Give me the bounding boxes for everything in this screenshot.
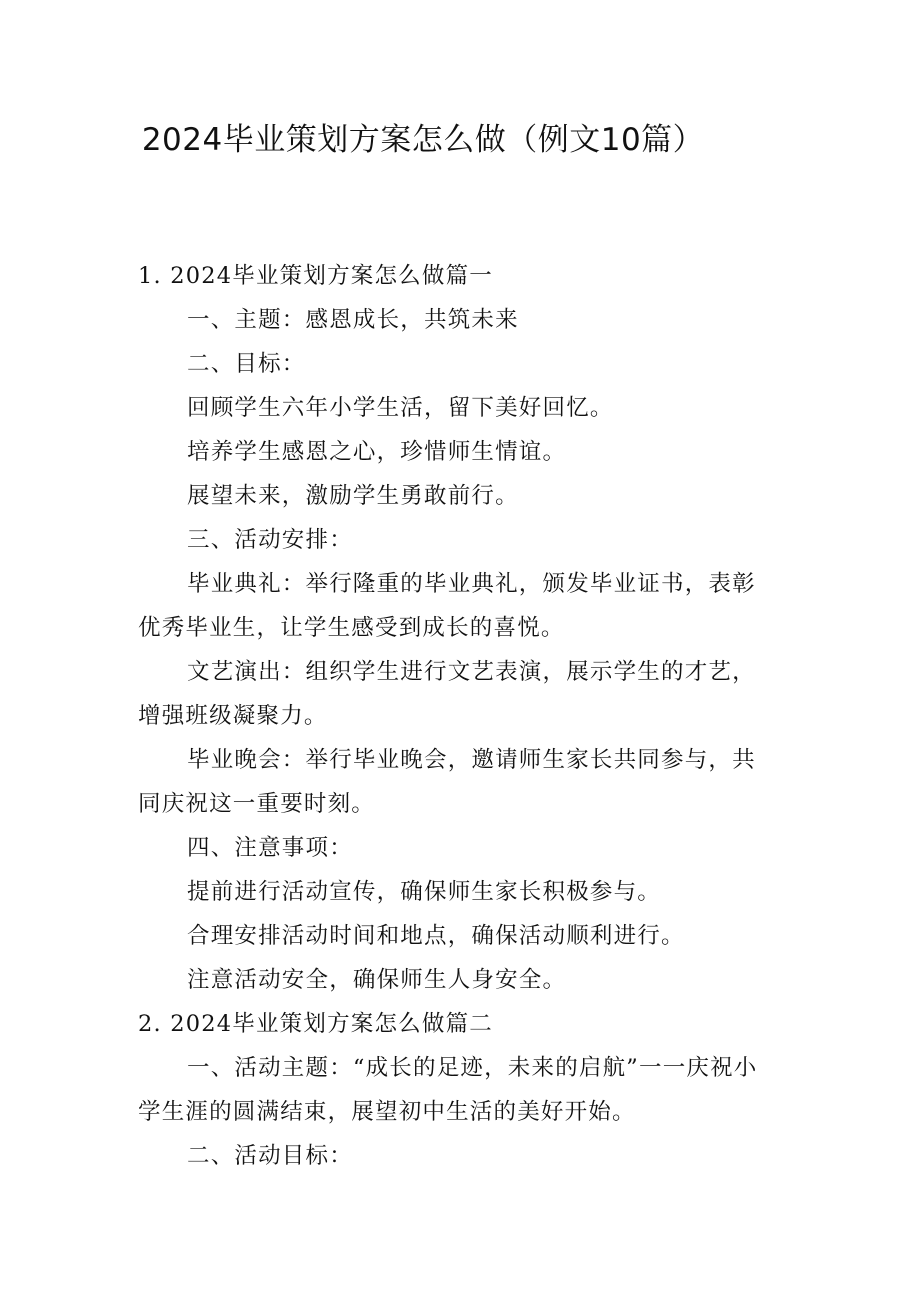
paragraph: 回顾学生六年小学生活，留下美好回忆。: [187, 395, 614, 421]
paragraph: 四、注意事项：: [187, 835, 353, 861]
paragraph: 注意活动安全，确保师生人身安全。: [187, 967, 567, 993]
paragraph: 一、活动主题：“成长的足迹，未来的启航”一一庆祝小学生涯的圆满结束，展望初中生活的美好开始。: [138, 1055, 758, 1125]
paragraph: 毕业典礼：举行隆重的毕业典礼，颁发毕业证书，表彰优秀毕业生，让学生感受到成长的喜悦。: [138, 571, 756, 641]
paragraph: 二、活动目标：: [187, 1143, 353, 1169]
paragraph: 文艺演出：组织学生进行文艺表演，展示学生的才艺，增强班级凝聚力。: [138, 659, 756, 729]
paragraph: 提前进行活动宣传，确保师生家长积极参与。: [187, 879, 662, 905]
document-body: [138, 254, 778, 1178]
paragraph: 毕业晚会：举行毕业晚会，邀请师生家长共同参与，共同庆祝这一重要时刻。: [138, 747, 756, 817]
paragraph: 合理安排活动时间和地点，确保活动顺利进行。: [187, 923, 685, 949]
paragraph: 一、主题：感恩成长，共筑未来: [187, 307, 519, 333]
document-title: 2024毕业策划方案怎么做（例文10篇）: [141, 122, 705, 158]
paragraph: 二、目标：: [187, 351, 306, 377]
section-heading-1: 1. 2024毕业策划方案怎么做篇一: [138, 263, 493, 289]
paragraph: 培养学生感恩之心，珍惜师生情谊。: [187, 439, 567, 465]
paragraph: 三、活动安排：: [187, 527, 353, 553]
paragraph: 展望未来，激励学生勇敢前行。: [187, 483, 519, 509]
section-heading-2: 2. 2024毕业策划方案怎么做篇二: [138, 1011, 493, 1037]
